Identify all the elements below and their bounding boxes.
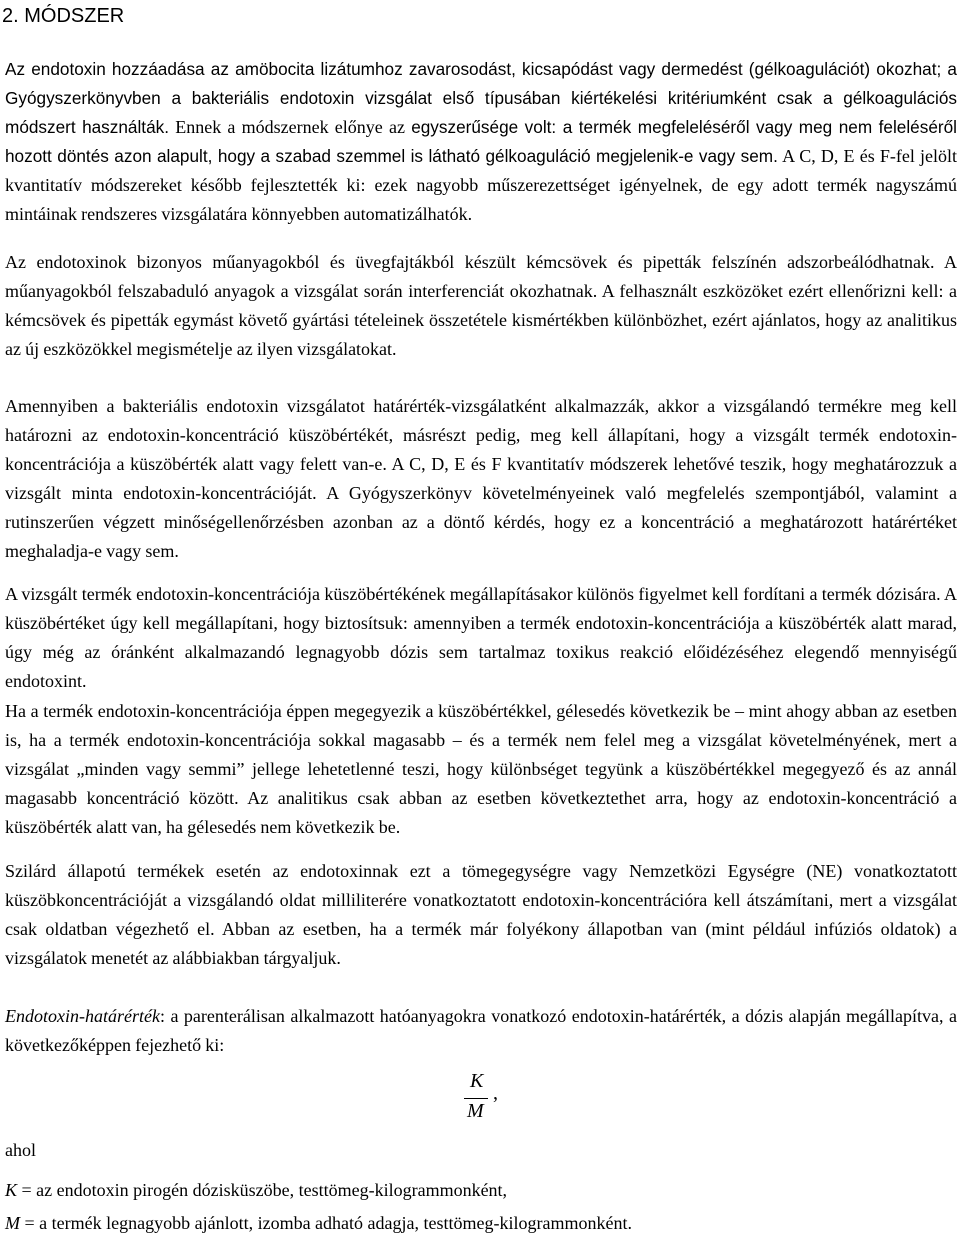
paragraph-adsorption: Az endotoxinok bizonyos műanyagokból és üvegfajtákból készült kémcsövek és pipetták felszínén adszorbeálódhatnak. A műanyagokból felszabaduló anyagok a vizsgálat során interferenciát okozhatnak. A felhasznált eszközöket ezért ellenőrizni kell: a kémcsövek és pipetták egymást követő gyártási tételeinek összetétele kismértékben különbözhet, ezért ajánlatos, hogy az analitikus az új eszközökkel megismételje az ilyen vizsgálatokat.: [5, 252, 957, 359]
formula-fraction-bar: [464, 1098, 488, 1099]
formula-k-over-m: [462, 1068, 504, 1128]
ahol-label: ahol: [5, 1140, 36, 1160]
paragraph-sans-tail: egyszerűsége volt: a termék megfeleléséről vagy meg nem feleléséről hozott döntés azon alapult, hogy a szabad szemmel is látható gélkoaguláció megjelenik-e vagy sem.: [5, 117, 957, 166]
definition-k-symbol: K: [5, 1180, 18, 1200]
definition-k: [5, 1176, 507, 1205]
formula-denominator: M: [467, 1100, 484, 1122]
definition-m-text: = a termék legnagyobb ajánlott, izomba adható adagja, testtömeg-kilogrammonként.: [20, 1213, 632, 1233]
paragraph-limit-test: Amennyiben a bakteriális endotoxin vizsgálatot határérték-vizsgálatként alkalmazzák, akkor a vizsgálandó termékre meg kell határozni az endotoxin-koncentráció küszöbértékét, másrészt pedig, meg kell állapítani, hogy a vizsgált termék endotoxin-koncentrációja a küszöbérték alatt vagy felett van-e. A C, D, E és F kvantitatív módszerek lehetővé teszik, hogy meghatározzuk a vizsgált minta endotoxin-koncentrációját. A Gyógyszerkönyv követelményeinek való megfelelés szempontjából, valamint a rutinszerűen végzett minőségellenőrzésben azonban az a döntő kérdés, hogy ez a koncentráció a meghatározott határértéket meghaladja-e vagy sem.: [5, 396, 957, 561]
paragraph-serif-text: Ennek a módszernek előnye az: [169, 117, 405, 137]
paragraph-gel-clot-method: [5, 55, 957, 229]
paragraph-threshold: A vizsgált termék endotoxin-koncentrációja küszöbértékének megállapításakor különös figyelmet kell fordítani a termék dózisára. A küszöbértéket úgy kell megállapítani, hogy biztosítsuk: amennyiben a termék endotoxin-koncentrációja a küszöbérték alatt marad, úgy még az óránként alkalmazandó legnagyobb dózis sem tartalmaz toxikus reakció előidézéséhez elegendő mennyiségű endotoxint.: [5, 584, 957, 691]
definition-m-symbol: M: [5, 1213, 20, 1233]
definition-k-text: = az endotoxin pirogén dózisküszöbe, testtömeg-kilogrammonként,: [17, 1180, 508, 1200]
section-heading: 2. MÓDSZER: [2, 5, 125, 27]
paragraph-sans-text: Az endotoxin hozzáadása az amöbocita lizátumhoz zavarosodást, kicsapódást vagy dermedést (gélkoagulációt) okozhat; a Gyógyszerkönyvben a bakteriális endotoxin vizsgálat első típusában kiértékelési kritériumként csak a gélkoagulációs módszert használták.: [5, 59, 957, 137]
definition-m: [5, 1209, 632, 1238]
formula-numerator: K: [470, 1070, 484, 1092]
formula-comma: ,: [493, 1082, 498, 1104]
endotoxin-limit-term: Endotoxin-határérték: [5, 1006, 160, 1026]
paragraph-gelation: Ha a termék endotoxin-koncentrációja éppen megegyezik a küszöbértékkel, gélesedés következik be – mint ahogy abban az esetben is, ha a termék endotoxin-koncentrációja sokkal magasabb – és a termék nem felel meg a vizsgálat követelményének, mert a vizsgálat „minden vagy semmi” jellege lehetetlenné teszi, hogy különbséget tegyünk a küszöbértékkel megegyező és az annál magasabb koncentráció között. Az analitikus csak abban az esetben következtethet arra, hogy az endotoxin-koncentráció a küszöbérték alatt van, ha gélesedés nem következik be.: [5, 701, 957, 837]
endotoxin-limit-text: : a parenterálisan alkalmazott hatóanyagokra vonatkozó endotoxin-határérték, a dózis alapján megállapítva, a következőképpen fejezhető ki:: [5, 1006, 957, 1055]
paragraph-serif-tail: A C, D, E és F-fel jelölt kvantitatív módszereket később fejlesztették ki: ezek nagyobb műszerezettséget igényelnek, de egy adott termék nagyszámú mintáinak rendszeres vizsgálatára könnyebben automatizálhatók.: [5, 146, 958, 224]
paragraph-solid-products: Szilárd állapotú termékek esetén az endotoxinnak ezt a tömegegységre vagy Nemzetközi Egységre (NE) vonatkoztatott küszöbkoncentrációját a vizsgálandó oldat milliliterére vonatkoztatott endotoxin-koncentrációra kell átszámítani, mert a vizsgálat csak oldatban végezhető el. Abban az esetben, ha a termék már folyékony állapotban van (mint például infúziós oldatok) a vizsgálatok menetét az alábbiakban tárgyaljuk.: [5, 861, 957, 968]
paragraph-endotoxin-limit: [5, 1002, 957, 1060]
